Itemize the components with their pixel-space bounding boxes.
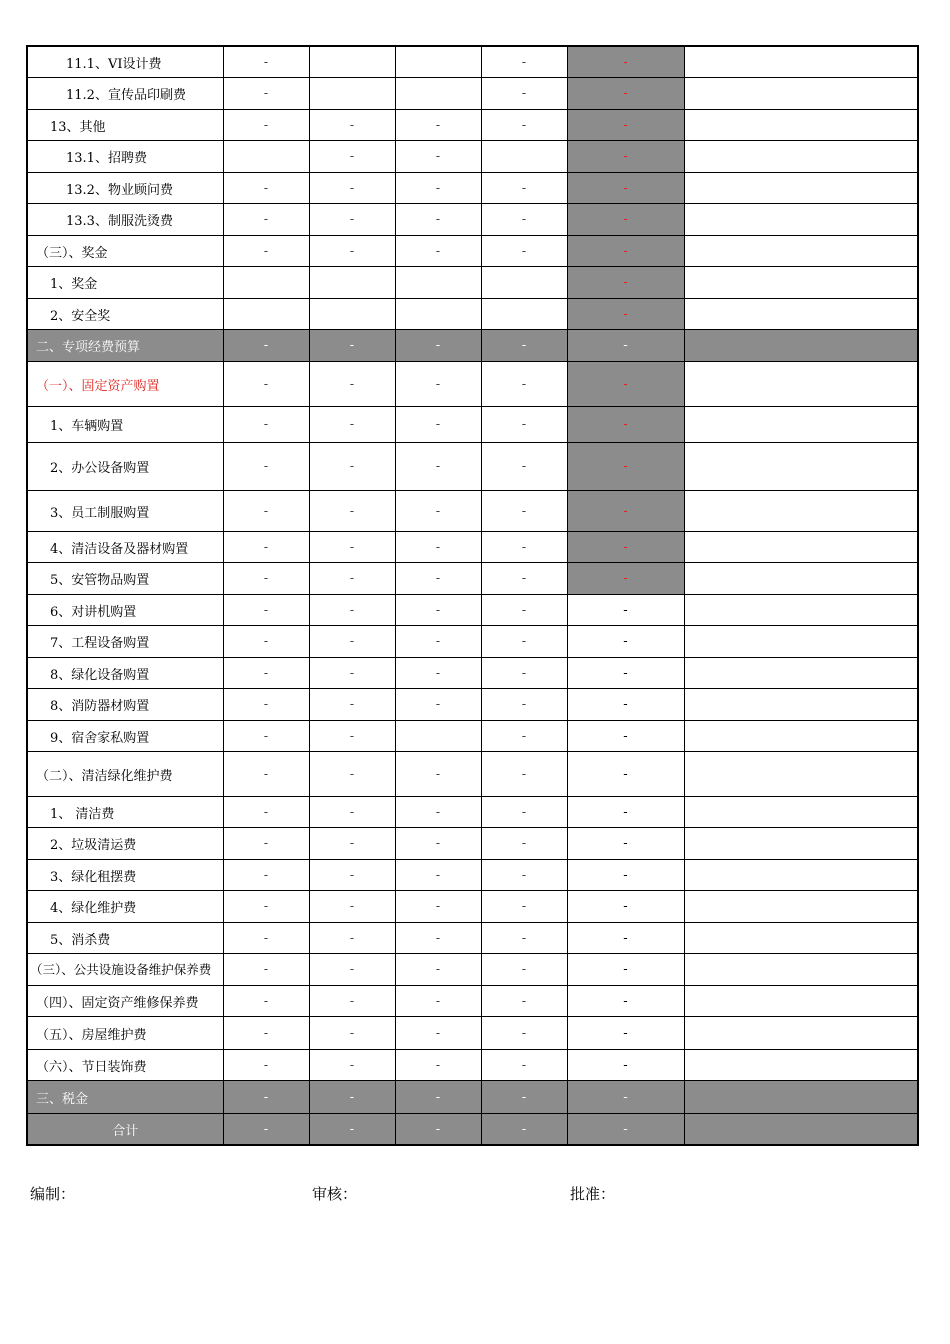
value-cell: - — [223, 1081, 309, 1114]
value-cell: - — [309, 236, 395, 267]
table-row — [27, 923, 918, 954]
remark-cell — [684, 860, 918, 891]
approved-by-label: 批准： — [570, 1185, 616, 1203]
value-cell: - — [223, 689, 309, 721]
value-cell: - — [395, 828, 481, 860]
value-cell — [309, 299, 395, 330]
value-cell: - — [309, 563, 395, 595]
total-cell: - — [567, 1081, 684, 1114]
remark-cell — [684, 563, 918, 595]
total-cell: - — [567, 689, 684, 721]
remark-cell — [684, 1114, 918, 1146]
value-cell: - — [395, 626, 481, 658]
value-cell: - — [481, 923, 567, 954]
table-row — [27, 626, 918, 658]
value-cell: - — [395, 407, 481, 443]
row-label: 11.2、宣传品印刷费 — [27, 78, 223, 110]
value-cell: - — [395, 443, 481, 491]
total-cell: - — [567, 362, 684, 407]
table-row — [27, 491, 918, 532]
value-cell: - — [481, 110, 567, 141]
total-cell: - — [567, 299, 684, 330]
value-cell: - — [395, 860, 481, 891]
total-cell: - — [567, 752, 684, 797]
value-cell: - — [395, 954, 481, 986]
total-cell: - — [567, 491, 684, 532]
total-cell: - — [567, 923, 684, 954]
value-cell: - — [481, 1017, 567, 1050]
value-cell: - — [309, 752, 395, 797]
remark-cell — [684, 362, 918, 407]
value-cell — [481, 299, 567, 330]
value-cell — [223, 141, 309, 173]
total-cell: - — [567, 110, 684, 141]
remark-cell — [684, 954, 918, 986]
value-cell — [223, 299, 309, 330]
remark-cell — [684, 626, 918, 658]
value-cell: - — [309, 891, 395, 923]
table-row — [27, 563, 918, 595]
remark-cell — [684, 299, 918, 330]
value-cell: - — [395, 658, 481, 689]
value-cell: - — [309, 860, 395, 891]
row-label: 4、绿化维护费 — [27, 891, 223, 923]
value-cell: - — [223, 46, 309, 78]
value-cell: - — [223, 563, 309, 595]
value-cell: - — [481, 443, 567, 491]
remark-cell — [684, 236, 918, 267]
budget-table — [26, 45, 919, 1146]
value-cell: - — [481, 173, 567, 204]
value-cell: - — [481, 491, 567, 532]
value-cell: - — [481, 1050, 567, 1081]
row-label: 3、员工制服购置 — [27, 491, 223, 532]
table-row — [27, 1081, 918, 1114]
remark-cell — [684, 797, 918, 828]
remark-cell — [684, 595, 918, 626]
remark-cell — [684, 141, 918, 173]
value-cell: - — [481, 595, 567, 626]
value-cell: - — [309, 595, 395, 626]
value-cell: - — [481, 828, 567, 860]
value-cell: - — [223, 626, 309, 658]
value-cell: - — [395, 891, 481, 923]
table-row — [27, 797, 918, 828]
row-label: 13.1、招聘费 — [27, 141, 223, 173]
row-label: 1、车辆购置 — [27, 407, 223, 443]
value-cell: - — [309, 362, 395, 407]
value-cell: - — [309, 141, 395, 173]
table-row — [27, 891, 918, 923]
table-row — [27, 46, 918, 78]
table-row — [27, 110, 918, 141]
value-cell — [395, 721, 481, 752]
remark-cell — [684, 689, 918, 721]
total-cell: - — [567, 78, 684, 110]
value-cell: - — [223, 721, 309, 752]
value-cell — [481, 267, 567, 299]
value-cell: - — [223, 491, 309, 532]
value-cell: - — [395, 110, 481, 141]
remark-cell — [684, 330, 918, 362]
total-cell: - — [567, 1050, 684, 1081]
value-cell: - — [309, 532, 395, 563]
value-cell: - — [481, 407, 567, 443]
value-cell: - — [481, 721, 567, 752]
value-cell: - — [395, 330, 481, 362]
row-label: 2、垃圾清运费 — [27, 828, 223, 860]
value-cell: - — [395, 1081, 481, 1114]
value-cell: - — [309, 330, 395, 362]
remark-cell — [684, 78, 918, 110]
total-cell: - — [567, 407, 684, 443]
remark-cell — [684, 658, 918, 689]
total-cell: - — [567, 1114, 684, 1146]
value-cell: - — [395, 1017, 481, 1050]
value-cell: - — [481, 860, 567, 891]
row-label: （二）、清洁绿化维护费 — [27, 752, 223, 797]
value-cell: - — [309, 407, 395, 443]
row-label: （五）、房屋维护费 — [27, 1017, 223, 1050]
remark-cell — [684, 752, 918, 797]
table-row — [27, 1050, 918, 1081]
table-row — [27, 236, 918, 267]
value-cell — [395, 299, 481, 330]
value-cell: - — [395, 923, 481, 954]
prepared-by-label: 编制： — [30, 1185, 76, 1203]
remark-cell — [684, 986, 918, 1017]
value-cell: - — [309, 954, 395, 986]
value-cell: - — [223, 595, 309, 626]
total-cell: - — [567, 532, 684, 563]
value-cell: - — [309, 204, 395, 236]
value-cell — [481, 141, 567, 173]
value-cell: - — [223, 923, 309, 954]
value-cell: - — [395, 797, 481, 828]
value-cell — [223, 267, 309, 299]
value-cell: - — [223, 532, 309, 563]
value-cell: - — [223, 658, 309, 689]
value-cell — [309, 267, 395, 299]
table-row — [27, 752, 918, 797]
value-cell: - — [309, 1081, 395, 1114]
value-cell: - — [481, 1081, 567, 1114]
total-cell: - — [567, 330, 684, 362]
value-cell: - — [223, 173, 309, 204]
value-cell: - — [223, 891, 309, 923]
value-cell: - — [309, 828, 395, 860]
row-label: 9、宿舍家私购置 — [27, 721, 223, 752]
row-label: 2、安全奖 — [27, 299, 223, 330]
value-cell: - — [481, 204, 567, 236]
table-row — [27, 1114, 918, 1146]
row-label: 2、办公设备购置 — [27, 443, 223, 491]
total-cell: - — [567, 626, 684, 658]
total-cell: - — [567, 46, 684, 78]
table-row — [27, 407, 918, 443]
table-row — [27, 443, 918, 491]
table-row — [27, 173, 918, 204]
value-cell: - — [309, 1114, 395, 1146]
total-cell: - — [567, 236, 684, 267]
reviewed-by-label: 审核： — [312, 1185, 358, 1203]
value-cell: - — [395, 1114, 481, 1146]
total-cell: - — [567, 1017, 684, 1050]
value-cell: - — [309, 658, 395, 689]
value-cell: - — [223, 752, 309, 797]
value-cell: - — [395, 689, 481, 721]
value-cell: - — [223, 986, 309, 1017]
table-row — [27, 954, 918, 986]
remark-cell — [684, 1017, 918, 1050]
total-cell: - — [567, 141, 684, 173]
row-label: （四）、固定资产维修保养费 — [27, 986, 223, 1017]
value-cell: - — [395, 595, 481, 626]
value-cell: - — [481, 954, 567, 986]
value-cell: - — [395, 173, 481, 204]
value-cell: - — [481, 78, 567, 110]
value-cell: - — [309, 923, 395, 954]
value-cell: - — [395, 362, 481, 407]
remark-cell — [684, 532, 918, 563]
value-cell: - — [223, 860, 309, 891]
remark-cell — [684, 491, 918, 532]
total-cell: - — [567, 658, 684, 689]
value-cell: - — [481, 330, 567, 362]
row-label: 8、绿化设备购置 — [27, 658, 223, 689]
value-cell: - — [223, 236, 309, 267]
remark-cell — [684, 923, 918, 954]
value-cell — [309, 78, 395, 110]
table-row — [27, 362, 918, 407]
value-cell: - — [481, 797, 567, 828]
value-cell: - — [223, 78, 309, 110]
value-cell: - — [223, 407, 309, 443]
remark-cell — [684, 110, 918, 141]
value-cell: - — [481, 689, 567, 721]
row-label: 3、绿化租摆费 — [27, 860, 223, 891]
value-cell: - — [481, 532, 567, 563]
remark-cell — [684, 828, 918, 860]
value-cell: - — [223, 797, 309, 828]
row-label: （六）、节日装饰费 — [27, 1050, 223, 1081]
row-label: 11.1、VI设计费 — [27, 46, 223, 78]
value-cell: - — [309, 173, 395, 204]
row-label: 5、消杀费 — [27, 923, 223, 954]
value-cell: - — [481, 362, 567, 407]
value-cell: - — [223, 204, 309, 236]
table-row — [27, 204, 918, 236]
value-cell: - — [223, 1114, 309, 1146]
table-row — [27, 595, 918, 626]
remark-cell — [684, 1081, 918, 1114]
remark-cell — [684, 46, 918, 78]
table-row — [27, 141, 918, 173]
value-cell: - — [481, 891, 567, 923]
row-label: 6、对讲机购置 — [27, 595, 223, 626]
row-label: 7、工程设备购置 — [27, 626, 223, 658]
value-cell: - — [309, 491, 395, 532]
value-cell: - — [223, 362, 309, 407]
value-cell: - — [395, 986, 481, 1017]
table-row — [27, 267, 918, 299]
value-cell: - — [395, 752, 481, 797]
value-cell: - — [309, 443, 395, 491]
remark-cell — [684, 1050, 918, 1081]
total-cell: - — [567, 721, 684, 752]
row-label: （三）、公共设施设备维护保养费 — [27, 954, 223, 986]
value-cell: - — [395, 532, 481, 563]
value-cell: - — [481, 563, 567, 595]
remark-cell — [684, 204, 918, 236]
row-label: （三）、奖金 — [27, 236, 223, 267]
value-cell: - — [481, 46, 567, 78]
remark-cell — [684, 407, 918, 443]
total-cell: - — [567, 986, 684, 1017]
value-cell: - — [481, 1114, 567, 1146]
total-cell: - — [567, 173, 684, 204]
value-cell: - — [481, 236, 567, 267]
value-cell: - — [395, 141, 481, 173]
value-cell: - — [395, 491, 481, 532]
value-cell: - — [481, 986, 567, 1017]
row-label: 8、消防器材购置 — [27, 689, 223, 721]
value-cell: - — [309, 1017, 395, 1050]
value-cell: - — [223, 1050, 309, 1081]
value-cell: - — [481, 752, 567, 797]
total-cell: - — [567, 954, 684, 986]
row-label: 13、其他 — [27, 110, 223, 141]
value-cell: - — [395, 204, 481, 236]
table-row — [27, 986, 918, 1017]
total-cell: - — [567, 267, 684, 299]
remark-cell — [684, 173, 918, 204]
value-cell — [395, 78, 481, 110]
value-cell: - — [223, 443, 309, 491]
value-cell — [309, 46, 395, 78]
value-cell: - — [481, 658, 567, 689]
value-cell: - — [223, 330, 309, 362]
total-cell: - — [567, 443, 684, 491]
table-row — [27, 860, 918, 891]
row-label: 1、 清洁费 — [27, 797, 223, 828]
table-row — [27, 828, 918, 860]
table-row — [27, 299, 918, 330]
value-cell: - — [309, 721, 395, 752]
table-row — [27, 330, 918, 362]
row-label: 三、税金 — [27, 1081, 223, 1114]
value-cell: - — [309, 986, 395, 1017]
value-cell — [395, 46, 481, 78]
row-label: 1、奖金 — [27, 267, 223, 299]
value-cell: - — [309, 626, 395, 658]
value-cell: - — [223, 1017, 309, 1050]
row-label: 4、清洁设备及器材购置 — [27, 532, 223, 563]
remark-cell — [684, 891, 918, 923]
row-label: 二、专项经费预算 — [27, 330, 223, 362]
remark-cell — [684, 267, 918, 299]
remark-cell — [684, 721, 918, 752]
row-label: 13.3、制服洗烫费 — [27, 204, 223, 236]
value-cell: - — [309, 110, 395, 141]
total-cell: - — [567, 595, 684, 626]
table-row — [27, 721, 918, 752]
table-row — [27, 78, 918, 110]
total-cell: - — [567, 828, 684, 860]
row-label: 13.2、物业顾问费 — [27, 173, 223, 204]
table-row — [27, 532, 918, 563]
value-cell: - — [223, 828, 309, 860]
total-cell: - — [567, 563, 684, 595]
table-row — [27, 658, 918, 689]
row-label: 合计 — [27, 1114, 223, 1146]
total-cell: - — [567, 797, 684, 828]
value-cell: - — [309, 1050, 395, 1081]
total-cell: - — [567, 204, 684, 236]
value-cell: - — [395, 236, 481, 267]
row-label: （一）、固定资产购置 — [27, 362, 223, 407]
value-cell: - — [481, 626, 567, 658]
value-cell: - — [309, 797, 395, 828]
total-cell: - — [567, 860, 684, 891]
table-row — [27, 1017, 918, 1050]
total-cell: - — [567, 891, 684, 923]
value-cell: - — [223, 954, 309, 986]
value-cell: - — [223, 110, 309, 141]
remark-cell — [684, 443, 918, 491]
row-label: 5、安管物品购置 — [27, 563, 223, 595]
table-row — [27, 689, 918, 721]
value-cell: - — [395, 563, 481, 595]
value-cell: - — [395, 1050, 481, 1081]
value-cell — [395, 267, 481, 299]
value-cell: - — [309, 689, 395, 721]
